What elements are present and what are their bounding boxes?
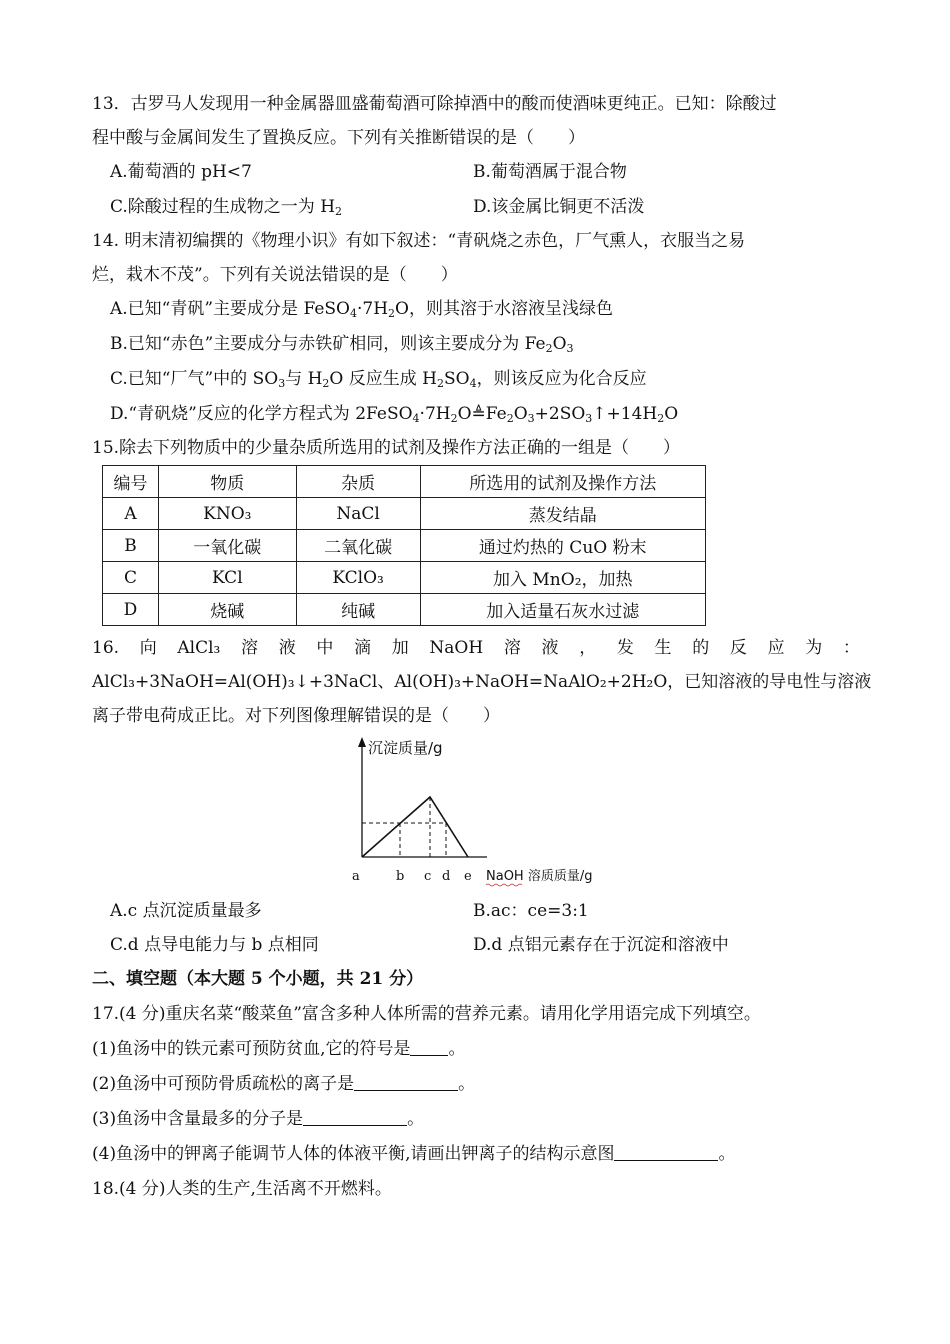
table-cell: 纯碱 <box>296 594 420 626</box>
q16-line1-word: 发 <box>616 638 634 658</box>
q14-option-c: C.已知“厂气”中的 $SO_3$与 $H_2O$ 反应生成 $H_2SO_4$，则该反应为化合反应 <box>110 369 647 390</box>
table-header-cell: 物质 <box>158 466 296 498</box>
q16-line1-word: AlCl₃ <box>177 638 221 658</box>
q14-line2: 烂，栽木不茂”。下列有关说法错误的是（ ） <box>92 265 458 285</box>
q13-option-a: A.葡萄酒的 pH<7 <box>110 162 252 182</box>
q13-option-b: B.葡萄酒属于混合物 <box>473 162 627 182</box>
tick-label-a: a <box>352 869 360 884</box>
answer-blank[interactable] <box>303 1109 407 1126</box>
y-axis-label: 沉淀质量/g <box>368 739 443 757</box>
table-cell: KCl <box>158 562 296 594</box>
q16-line1-word: 16. <box>92 638 120 658</box>
table-header-row <box>103 466 706 498</box>
q16-line2: AlCl₃+3NaOH=Al(OH)₃↓+3NaCl、Al(OH)₃+NaOH=NaAlO₂+2H₂O，已知溶液的导电性与溶液 <box>92 672 872 692</box>
table-cell: B <box>103 530 159 562</box>
table-cell: KClO₃ <box>296 562 420 594</box>
spellcheck-underline <box>486 884 522 886</box>
q16-line1-word: 液 <box>541 638 559 658</box>
q16-option-b: B.ac：ce=3:1 <box>473 901 589 921</box>
x-axis-label: NaOH 溶质质量/g <box>486 869 593 884</box>
tick-label-e: e <box>464 869 472 884</box>
q17-part3: (3)鱼汤中含量最多的分子是 。 <box>92 1109 425 1129</box>
tick-label-d: d <box>442 869 451 884</box>
q16-line1-word: 为 <box>805 638 823 658</box>
q13-line1: 13．古罗马人发现用一种金属器皿盛葡萄酒可除掉酒中的酸而使酒味更纯正。已知：除酸过 <box>92 94 777 114</box>
q16-line1-word: ， <box>579 638 597 658</box>
q16-line1 <box>92 637 860 659</box>
q16-line1-word: 中 <box>316 638 334 658</box>
q16-line3: 离子带电荷成正比。对下列图像理解错误的是（ ） <box>92 706 500 726</box>
table-cell: C <box>103 562 159 594</box>
q16-line1-word: NaOH <box>429 638 484 658</box>
table-cell: 一氧化碳 <box>158 530 296 562</box>
q16-line1-word: 溶 <box>241 638 259 658</box>
table-cell: 烧碱 <box>158 594 296 626</box>
q16-line1-word: 生 <box>654 638 672 658</box>
q15-table <box>102 465 706 626</box>
table-cell: NaCl <box>296 498 420 530</box>
q16-line1-word: 的 <box>692 638 710 658</box>
table-cell: A <box>103 498 159 530</box>
q16-line1-word: 液 <box>278 638 296 658</box>
tick-label-b: b <box>396 869 405 884</box>
q17-line1: 17.(4 分)重庆名菜“酸菜鱼”富含多种人体所需的营养元素。请用化学用语完成下列填空。 <box>92 1004 761 1024</box>
q15-line1: 15.除去下列物质中的少量杂质所选用的试剂及操作方法正确的一组是（ ） <box>92 438 681 458</box>
answer-blank[interactable] <box>354 1074 458 1091</box>
q14-option-d: D.“青矾烧”反应的化学方程式为 $2FeSO_4\cdot 7H_2O≜Fe_2O_3+2SO_3↑+14H_2O$ <box>110 404 679 425</box>
section-title: 二、填空题（本大题 5 个小题，共 21 分） <box>92 969 424 989</box>
q16-line1-word: ： <box>842 638 860 658</box>
q16-option-d: D.d 点铝元素存在于沉淀和溶液中 <box>473 935 729 955</box>
q17-part4: (4)鱼汤中的钾离子能调节人体的体液平衡,请画出钾离子的结构示意图 。 <box>92 1144 736 1164</box>
q16-line1-word: 应 <box>767 638 785 658</box>
y-axis-arrow <box>358 737 366 747</box>
q16-option-a: A.c 点沉淀质量最多 <box>110 901 262 921</box>
table-row <box>103 530 706 562</box>
table-header-cell: 所选用的试剂及操作方法 <box>420 466 705 498</box>
answer-blank[interactable] <box>614 1144 718 1161</box>
q16-option-c: C.d 点导电能力与 b 点相同 <box>110 935 319 955</box>
q16-line1-word: 滴 <box>354 638 372 658</box>
q16-line1-word: 向 <box>139 638 157 658</box>
q13-option-c: C.除酸过程的生成物之一为 $H_2$ <box>110 197 343 218</box>
q16-line1-word: 溶 <box>503 638 521 658</box>
precipitation-graph <box>342 735 607 887</box>
table-header-cell: 编号 <box>103 466 159 498</box>
table-cell: 加入 MnO₂，加热 <box>420 562 705 594</box>
q14-option-b: B.已知“赤色”主要成分与赤铁矿相同，则该主要成分为 $Fe_2O_3$ <box>110 334 574 355</box>
table-row <box>103 498 706 530</box>
table-row <box>103 594 706 626</box>
curve-line <box>362 797 468 857</box>
q16-line1-word: 加 <box>391 638 409 658</box>
table-cell: KNO₃ <box>158 498 296 530</box>
table-cell: 通过灼热的 CuO 粉末 <box>420 530 705 562</box>
table-header-cell: 杂质 <box>296 466 420 498</box>
table-cell: 二氧化碳 <box>296 530 420 562</box>
q17-part1: (1)鱼汤中的铁元素可预防贫血,它的符号是 。 <box>92 1039 466 1059</box>
table-cell: 加入适量石灰水过滤 <box>420 594 705 626</box>
q13-option-d: D.该金属比铜更不活泼 <box>473 197 645 217</box>
answer-blank[interactable] <box>410 1039 448 1056</box>
table-row <box>103 562 706 594</box>
q14-line1: 14. 明末清初编撰的《物理小识》有如下叙述：“青矾烧之赤色，厂气熏人，衣服当之易 <box>92 231 746 251</box>
q17-part2: (2)鱼汤中可预防骨质疏松的离子是 。 <box>92 1074 476 1094</box>
q13-line2: 程中酸与金属间发生了置换反应。下列有关推断错误的是（ ） <box>92 128 585 148</box>
q16-line1-word: 反 <box>729 638 747 658</box>
q14-option-a: A.已知“青矾”主要成分是 $FeSO_4\cdot 7H_2O$，则其溶于水溶液呈浅绿色 <box>110 299 613 320</box>
table-cell: D <box>103 594 159 626</box>
q18-line1: 18.(4 分)人类的生产,生活离不开燃料。 <box>92 1179 392 1199</box>
table-cell: 蒸发结晶 <box>420 498 705 530</box>
tick-label-c: c <box>424 869 432 884</box>
